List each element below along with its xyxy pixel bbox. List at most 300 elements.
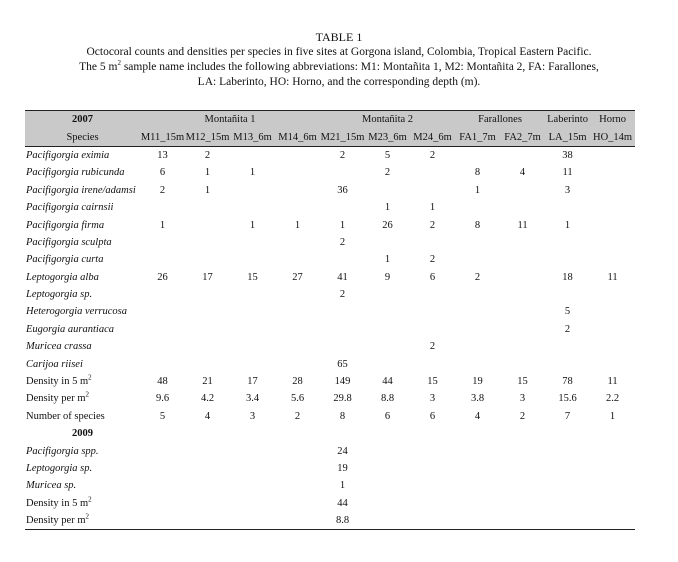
species-name: Muricea sp. — [26, 480, 77, 492]
count-cell — [185, 442, 230, 459]
count-cell — [230, 303, 275, 320]
count-cell — [545, 355, 590, 372]
count-cell — [455, 146, 500, 164]
count-cell — [365, 512, 410, 530]
count-cell — [230, 338, 275, 355]
count-cell — [500, 460, 545, 477]
year-label: 2009 — [72, 428, 93, 440]
count-cell — [590, 460, 635, 477]
species-name: Density per m — [26, 515, 86, 527]
count-cell — [275, 286, 320, 303]
species-cell — [25, 321, 140, 338]
count-cell: 1 — [474, 184, 481, 196]
caption-line-2: The 5 $m^2$ sample name includes the following abbreviations: M1: Montañita 1, M2: Montañita 2, FA: Farallones, — [79, 59, 599, 73]
count-cell — [320, 321, 365, 338]
count-cell: 18 — [562, 271, 573, 283]
count-cell — [320, 164, 365, 181]
count-cell — [275, 338, 320, 355]
count-cell — [185, 460, 230, 477]
species-cell — [25, 286, 140, 303]
count-cell — [230, 251, 275, 268]
count-cell — [275, 199, 320, 216]
species-cell — [25, 355, 140, 372]
table-row — [25, 182, 635, 199]
count-cell — [455, 321, 500, 338]
count-cell — [455, 512, 500, 530]
species-cell — [25, 338, 140, 355]
count-cell — [230, 321, 275, 338]
empty-cell — [410, 425, 455, 442]
count-cell: 2 — [339, 236, 346, 248]
count-cell — [140, 251, 185, 268]
count-cell: 11 — [607, 376, 618, 388]
count-cell — [590, 512, 635, 530]
count-cell — [230, 355, 275, 372]
count-cell: 38 — [562, 149, 573, 161]
count-cell — [545, 251, 590, 268]
table-row — [25, 164, 635, 181]
count-cell: 1 — [339, 219, 346, 231]
count-cell — [590, 477, 635, 494]
count-cell — [455, 477, 500, 494]
count-cell — [185, 512, 230, 530]
count-cell: 8.8 — [320, 512, 365, 530]
count-cell: 2 — [519, 410, 526, 422]
count-cell: 36 — [337, 184, 348, 196]
count-cell — [275, 512, 320, 530]
table-row — [25, 442, 635, 459]
count-cell — [275, 251, 320, 268]
species-cell — [25, 303, 140, 320]
species-cell — [25, 164, 140, 181]
species-cell — [25, 216, 140, 233]
count-cell — [590, 495, 635, 512]
count-cell — [590, 216, 635, 233]
count-cell — [590, 442, 635, 459]
count-cell — [500, 512, 545, 530]
count-cell — [500, 146, 545, 164]
species-cell — [25, 442, 140, 459]
count-cell: 1 — [609, 410, 616, 422]
species-cell — [25, 251, 140, 268]
count-cell — [500, 495, 545, 512]
count-cell — [185, 495, 230, 512]
count-cell: 2 — [384, 167, 391, 179]
species-name: Number of species — [26, 410, 105, 422]
count-cell: 21 — [202, 376, 213, 388]
species-name: Muricea crassa — [26, 341, 92, 353]
count-cell — [500, 338, 545, 355]
count-cell — [410, 512, 455, 530]
site-group-header: Laberinto — [545, 111, 590, 129]
count-cell — [545, 286, 590, 303]
empty-cell — [140, 425, 185, 442]
empty-cell — [590, 425, 635, 442]
count-cell — [275, 442, 320, 459]
table-row — [25, 338, 635, 355]
count-cell — [140, 442, 185, 459]
count-cell — [230, 442, 275, 459]
species-name: Pacifigorgia spp. — [26, 445, 99, 457]
count-cell: 78 — [562, 376, 573, 388]
count-cell — [185, 251, 230, 268]
count-cell — [500, 477, 545, 494]
count-cell — [410, 164, 455, 181]
table-row — [25, 373, 635, 390]
empty-cell — [275, 425, 320, 442]
table-row — [25, 199, 635, 216]
count-cell: 1 — [204, 167, 211, 179]
table-row — [25, 303, 635, 320]
count-cell — [320, 251, 365, 268]
count-cell — [410, 477, 455, 494]
count-cell — [320, 303, 365, 320]
count-cell: 2 — [429, 149, 436, 161]
count-cell — [590, 286, 635, 303]
count-cell: 2 — [429, 254, 436, 266]
count-cell — [500, 269, 545, 286]
species-name: Pacifigorgia irene/adamsi — [26, 184, 136, 196]
species-name: Leptogorgia sp. — [26, 289, 93, 301]
site-header: LA_15m — [545, 128, 590, 146]
count-cell — [275, 146, 320, 164]
empty-cell — [365, 425, 410, 442]
empty-cell — [320, 425, 365, 442]
count-cell — [275, 234, 320, 251]
count-cell — [590, 321, 635, 338]
count-cell: 19 — [472, 376, 483, 388]
count-cell — [140, 460, 185, 477]
count-cell: 2 — [339, 289, 346, 301]
count-cell — [590, 182, 635, 199]
count-cell: 24 — [337, 445, 348, 457]
count-cell — [590, 234, 635, 251]
species-cell — [25, 269, 140, 286]
count-cell — [365, 460, 410, 477]
year-row — [25, 425, 635, 442]
species-cell — [25, 512, 140, 530]
count-cell — [140, 199, 185, 216]
count-cell: 5 — [384, 149, 391, 161]
count-cell — [590, 355, 635, 372]
table-row — [25, 216, 635, 233]
count-cell — [455, 460, 500, 477]
count-cell: 2 — [204, 149, 211, 161]
count-cell — [500, 182, 545, 199]
count-cell — [230, 199, 275, 216]
table-title: TABLE 1 — [315, 30, 363, 44]
site-header: FA2_7m — [500, 128, 545, 146]
table-row — [25, 408, 635, 425]
empty-cell — [455, 425, 500, 442]
count-cell — [230, 234, 275, 251]
count-cell: 2.2 — [605, 393, 620, 405]
count-cell: 15 — [247, 271, 258, 283]
species-name: Pacifigorgia rubicunda — [26, 167, 125, 179]
table-row — [25, 460, 635, 477]
site-header: M12_15m — [185, 128, 230, 146]
count-cell — [365, 495, 410, 512]
count-cell — [545, 234, 590, 251]
count-cell — [545, 460, 590, 477]
site-header: M14_6m — [275, 128, 320, 146]
count-cell: 11 — [517, 219, 528, 231]
species-name: Pacifigorgia eximia — [26, 149, 110, 161]
count-cell — [365, 355, 410, 372]
table-row — [25, 512, 635, 530]
count-cell — [365, 338, 410, 355]
count-cell — [275, 182, 320, 199]
count-cell — [275, 303, 320, 320]
site-header: M24_6m — [410, 128, 455, 146]
count-cell — [410, 303, 455, 320]
table-row — [25, 269, 635, 286]
count-cell: 7 — [564, 410, 571, 422]
species-cell — [25, 495, 140, 512]
count-cell: 3 — [564, 184, 571, 196]
empty-cell — [500, 425, 545, 442]
count-cell — [455, 338, 500, 355]
count-cell: 4 — [519, 167, 526, 179]
count-cell — [365, 234, 410, 251]
count-cell — [455, 495, 500, 512]
count-cell: 2 — [159, 184, 166, 196]
count-cell: 8 — [339, 410, 346, 422]
count-cell: 1 — [564, 219, 571, 231]
count-cell: 2 — [474, 271, 481, 283]
table-row — [25, 286, 635, 303]
count-cell — [185, 286, 230, 303]
count-cell — [140, 338, 185, 355]
species-name: Heterogorgia verrucosa — [26, 306, 127, 318]
count-cell: 5.6 — [290, 393, 305, 405]
count-cell — [410, 495, 455, 512]
count-cell — [230, 182, 275, 199]
count-cell: 6 — [384, 410, 391, 422]
count-cell — [455, 442, 500, 459]
count-cell: 2 — [429, 219, 436, 231]
site-header: HO_14m — [590, 128, 635, 146]
count-cell — [545, 512, 590, 530]
table-row — [25, 355, 635, 372]
header-groups-row — [25, 111, 635, 129]
count-cell — [140, 495, 185, 512]
count-cell — [500, 442, 545, 459]
count-cell: 11 — [607, 271, 618, 283]
table-row — [25, 495, 635, 512]
count-cell: 1 — [339, 480, 346, 492]
table-row — [25, 146, 635, 164]
site-group-header: Montañita 1 — [140, 111, 320, 129]
count-cell — [320, 338, 365, 355]
count-cell — [185, 234, 230, 251]
count-cell — [230, 512, 275, 530]
count-cell — [500, 199, 545, 216]
count-cell — [590, 303, 635, 320]
count-cell: 8 — [474, 219, 481, 231]
count-cell — [410, 286, 455, 303]
count-cell: 6 — [429, 410, 436, 422]
count-cell — [185, 338, 230, 355]
count-cell — [455, 199, 500, 216]
species-cell — [25, 460, 140, 477]
count-cell — [365, 321, 410, 338]
species-name: Density in 5 m — [26, 497, 89, 509]
count-cell: 9.6 — [155, 393, 170, 405]
count-cell — [500, 355, 545, 372]
species-cell — [25, 234, 140, 251]
site-group-header: Farallones — [455, 111, 545, 129]
table-body — [25, 146, 635, 530]
count-cell — [455, 234, 500, 251]
count-cell — [410, 442, 455, 459]
site-group-header: Montañita 2 — [320, 111, 455, 129]
species-name: Density in 5 m — [26, 376, 89, 388]
count-cell — [545, 338, 590, 355]
species-header: Species — [25, 128, 140, 146]
site-header: M21_15m — [320, 128, 365, 146]
empty-cell — [185, 425, 230, 442]
count-cell — [275, 460, 320, 477]
count-cell — [320, 199, 365, 216]
count-cell: 4 — [474, 410, 481, 422]
count-cell — [500, 251, 545, 268]
count-cell — [140, 512, 185, 530]
count-cell — [410, 234, 455, 251]
count-cell — [365, 286, 410, 303]
count-cell: 29.8 — [333, 393, 352, 405]
count-cell: 15 — [427, 376, 438, 388]
count-cell — [410, 182, 455, 199]
count-cell — [275, 321, 320, 338]
count-cell — [545, 495, 590, 512]
species-cell — [25, 373, 140, 390]
count-cell: 1 — [249, 167, 256, 179]
table-row — [25, 390, 635, 407]
count-cell: 27 — [292, 271, 303, 283]
count-cell: 4.2 — [200, 393, 215, 405]
count-cell — [275, 355, 320, 372]
count-cell: 3 — [519, 393, 526, 405]
species-cell — [25, 390, 140, 407]
count-cell — [500, 234, 545, 251]
species-name: Pacifigorgia cairnsii — [26, 202, 114, 214]
table-row — [25, 234, 635, 251]
unit-superscript: 2 — [85, 390, 89, 399]
count-cell — [185, 199, 230, 216]
count-cell — [545, 477, 590, 494]
count-cell: 3.8 — [470, 393, 485, 405]
count-cell: 65 — [337, 358, 348, 370]
species-cell — [25, 146, 140, 164]
count-cell: 5 — [159, 410, 166, 422]
species-cell — [25, 182, 140, 199]
count-cell — [185, 355, 230, 372]
count-cell — [230, 495, 275, 512]
count-cell — [500, 286, 545, 303]
count-cell: 149 — [334, 376, 351, 388]
count-cell: 9 — [384, 271, 391, 283]
site-header: M11_15m — [140, 128, 185, 146]
count-cell: 1 — [204, 184, 211, 196]
species-name: Leptogorgia alba — [26, 271, 99, 283]
count-cell: 28 — [292, 376, 303, 388]
count-cell: 15.6 — [558, 393, 577, 405]
count-cell: 8.8 — [380, 393, 395, 405]
species-name: Eugorgia aurantiaca — [26, 323, 114, 335]
species-name: Leptogorgia sp. — [26, 463, 93, 474]
count-cell: 3.4 — [245, 393, 260, 405]
count-cell — [230, 477, 275, 494]
species-cell — [25, 477, 140, 494]
count-cell: 4 — [204, 410, 211, 422]
count-cell: 6 — [429, 271, 436, 283]
count-cell: 17 — [202, 271, 213, 283]
count-cell — [365, 442, 410, 459]
count-cell — [455, 251, 500, 268]
count-cell — [275, 164, 320, 181]
table-caption — [0, 30, 678, 90]
count-cell: 48 — [157, 376, 168, 388]
count-cell: 41 — [337, 271, 348, 283]
count-cell: 1 — [159, 219, 166, 231]
count-cell — [140, 321, 185, 338]
count-cell — [140, 355, 185, 372]
count-cell: 13 — [157, 149, 168, 161]
table-row — [25, 321, 635, 338]
count-cell: 1 — [384, 202, 391, 214]
species-name: Pacifigorgia curta — [26, 254, 104, 266]
site-header: M23_6m — [365, 128, 410, 146]
count-cell: 26 — [382, 219, 393, 231]
count-cell — [365, 477, 410, 494]
unit-superscript: 2 — [85, 512, 89, 521]
count-cell — [590, 338, 635, 355]
count-cell: 1 — [429, 202, 436, 214]
header-sites-row — [25, 128, 635, 146]
count-cell — [455, 355, 500, 372]
count-cell: 19 — [337, 463, 348, 474]
count-cell — [185, 303, 230, 320]
count-cell: 6 — [159, 167, 166, 179]
count-cell — [410, 460, 455, 477]
count-cell — [455, 303, 500, 320]
count-cell: 1 — [294, 219, 301, 231]
count-cell — [500, 321, 545, 338]
count-cell — [185, 321, 230, 338]
count-cell — [275, 495, 320, 512]
count-cell: 2 — [294, 410, 301, 422]
unit-superscript: 2 — [88, 495, 92, 504]
count-cell: 17 — [247, 376, 258, 388]
species-cell — [25, 408, 140, 425]
count-cell — [140, 477, 185, 494]
count-cell: 44 — [337, 497, 348, 509]
count-cell — [410, 321, 455, 338]
table-row — [25, 251, 635, 268]
count-cell — [140, 303, 185, 320]
count-cell: 3 — [249, 410, 256, 422]
empty-cell — [545, 425, 590, 442]
count-cell: 3 — [429, 393, 436, 405]
count-cell — [365, 182, 410, 199]
count-cell: 15 — [517, 376, 528, 388]
count-cell: 2 — [339, 149, 346, 161]
count-cell — [590, 199, 635, 216]
count-cell: 44 — [382, 376, 393, 388]
year-header: 2007 — [25, 111, 140, 129]
count-cell — [545, 442, 590, 459]
